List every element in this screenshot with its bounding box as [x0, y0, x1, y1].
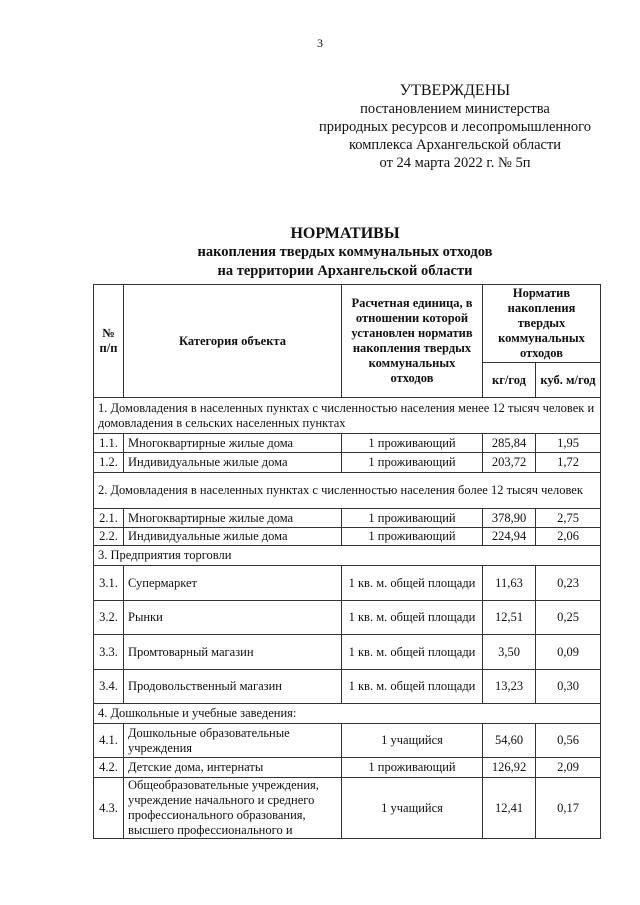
cell-num: 1.2. — [94, 453, 124, 473]
cell-m3: 2,06 — [536, 528, 601, 546]
section-row — [94, 546, 601, 566]
approval-line: от 24 марта 2022 г. № 5п — [379, 155, 531, 171]
table-row — [94, 509, 601, 528]
cell-unit: 1 кв. м. общей площади — [342, 635, 483, 670]
cell-unit: 1 кв. м. общей площади — [342, 566, 483, 601]
cell-m3: 0,17 — [536, 778, 601, 839]
approval-title: УТВЕРЖДЕНЫ — [399, 82, 511, 99]
cell-kg: 12,41 — [483, 778, 536, 839]
table-row — [94, 453, 601, 473]
cell-m3: 0,25 — [536, 601, 601, 635]
section-row — [94, 704, 601, 724]
table-row — [94, 778, 601, 839]
cell-category: Дошкольные образовательные учреждения — [124, 724, 342, 758]
cell-category: Общеобразовательные учреждения, учреждение начального и среднего профессионального образования, высшего профессионального и — [124, 778, 342, 839]
cell-num: 2.1. — [94, 509, 124, 528]
cell-unit: 1 учащийся — [342, 724, 483, 758]
cell-m3: 0,09 — [536, 635, 601, 670]
cell-unit: 1 учащийся — [342, 778, 483, 839]
header-unit: Расчетная единица, в отношении которой установлен норматив накопления твердых коммунальных отходов — [342, 285, 483, 398]
cell-unit: 1 кв. м. общей площади — [342, 670, 483, 704]
cell-kg: 12,51 — [483, 601, 536, 635]
section-title: 1. Домовладения в населенных пунктах с численностью населения менее 12 тысяч человек и домовладения в сельских населенных пунктах — [94, 398, 601, 434]
cell-kg: 3,50 — [483, 635, 536, 670]
approval-line: комплекса Архангельской области — [348, 137, 562, 153]
table-row — [94, 566, 601, 601]
table-row — [94, 635, 601, 670]
cell-kg: 203,72 — [483, 453, 536, 473]
cell-m3: 2,75 — [536, 509, 601, 528]
cell-num: 2.2. — [94, 528, 124, 546]
cell-category: Рынки — [124, 601, 342, 635]
cell-num: 4.2. — [94, 758, 124, 778]
norms-table — [93, 284, 601, 839]
approval-line: природных ресурсов и лесопромышленного — [318, 119, 591, 135]
section-row — [94, 398, 601, 434]
section-row — [94, 473, 601, 509]
cell-unit: 1 кв. м. общей площади — [342, 601, 483, 635]
cell-kg: 11,63 — [483, 566, 536, 601]
cell-num: 3.4. — [94, 670, 124, 704]
cell-unit: 1 проживающий — [342, 434, 483, 453]
cell-category: Индивидуальные жилые дома — [124, 453, 342, 473]
title-main: НОРМАТИВЫ — [290, 225, 400, 242]
table-row — [94, 758, 601, 778]
cell-m3: 0,23 — [536, 566, 601, 601]
cell-kg: 13,23 — [483, 670, 536, 704]
section-title: 4. Дошкольные и учебные заведения: — [94, 704, 601, 724]
cell-m3: 1,72 — [536, 453, 601, 473]
cell-m3: 2,09 — [536, 758, 601, 778]
section-title: 3. Предприятия торговли — [94, 546, 601, 566]
header-num: № п/п — [94, 285, 124, 398]
table-row — [94, 528, 601, 546]
header-kg: кг/год — [483, 363, 536, 398]
cell-category: Промтоварный магазин — [124, 635, 342, 670]
cell-kg: 54,60 — [483, 724, 536, 758]
table-row — [94, 434, 601, 453]
document-title — [0, 224, 640, 281]
cell-kg: 126,92 — [483, 758, 536, 778]
header-m3: куб. м/год — [536, 363, 601, 398]
cell-unit: 1 проживающий — [342, 758, 483, 778]
cell-num: 3.2. — [94, 601, 124, 635]
title-line: накопления твердых коммунальных отходов — [197, 244, 493, 260]
page-number: 3 — [317, 36, 323, 50]
cell-category: Индивидуальные жилые дома — [124, 528, 342, 546]
table-row — [94, 724, 601, 758]
title-line: на территории Архангельской области — [217, 263, 473, 279]
cell-num: 4.1. — [94, 724, 124, 758]
cell-kg: 285,84 — [483, 434, 536, 453]
cell-unit: 1 проживающий — [342, 453, 483, 473]
header-category: Категория объекта — [124, 285, 342, 398]
cell-category: Детские дома, интернаты — [124, 758, 342, 778]
cell-category: Продовольственный магазин — [124, 670, 342, 704]
approval-line: постановлением министерства — [360, 101, 550, 117]
table-row — [94, 670, 601, 704]
cell-num: 3.3. — [94, 635, 124, 670]
cell-category: Многоквартирные жилые дома — [124, 509, 342, 528]
cell-m3: 0,30 — [536, 670, 601, 704]
cell-kg: 224,94 — [483, 528, 536, 546]
table-row — [94, 601, 601, 635]
section-title: 2. Домовладения в населенных пунктах с численностью населения более 12 тысяч человек — [94, 473, 601, 509]
cell-num: 1.1. — [94, 434, 124, 453]
cell-kg: 378,90 — [483, 509, 536, 528]
cell-category: Супермаркет — [124, 566, 342, 601]
cell-category: Многоквартирные жилые дома — [124, 434, 342, 453]
cell-m3: 0,56 — [536, 724, 601, 758]
cell-num: 4.3. — [94, 778, 124, 839]
approval-block — [290, 82, 620, 172]
header-norm: Норматив накопления твердых коммунальных отходов — [483, 285, 601, 363]
cell-unit: 1 проживающий — [342, 509, 483, 528]
cell-num: 3.1. — [94, 566, 124, 601]
cell-unit: 1 проживающий — [342, 528, 483, 546]
cell-m3: 1,95 — [536, 434, 601, 453]
